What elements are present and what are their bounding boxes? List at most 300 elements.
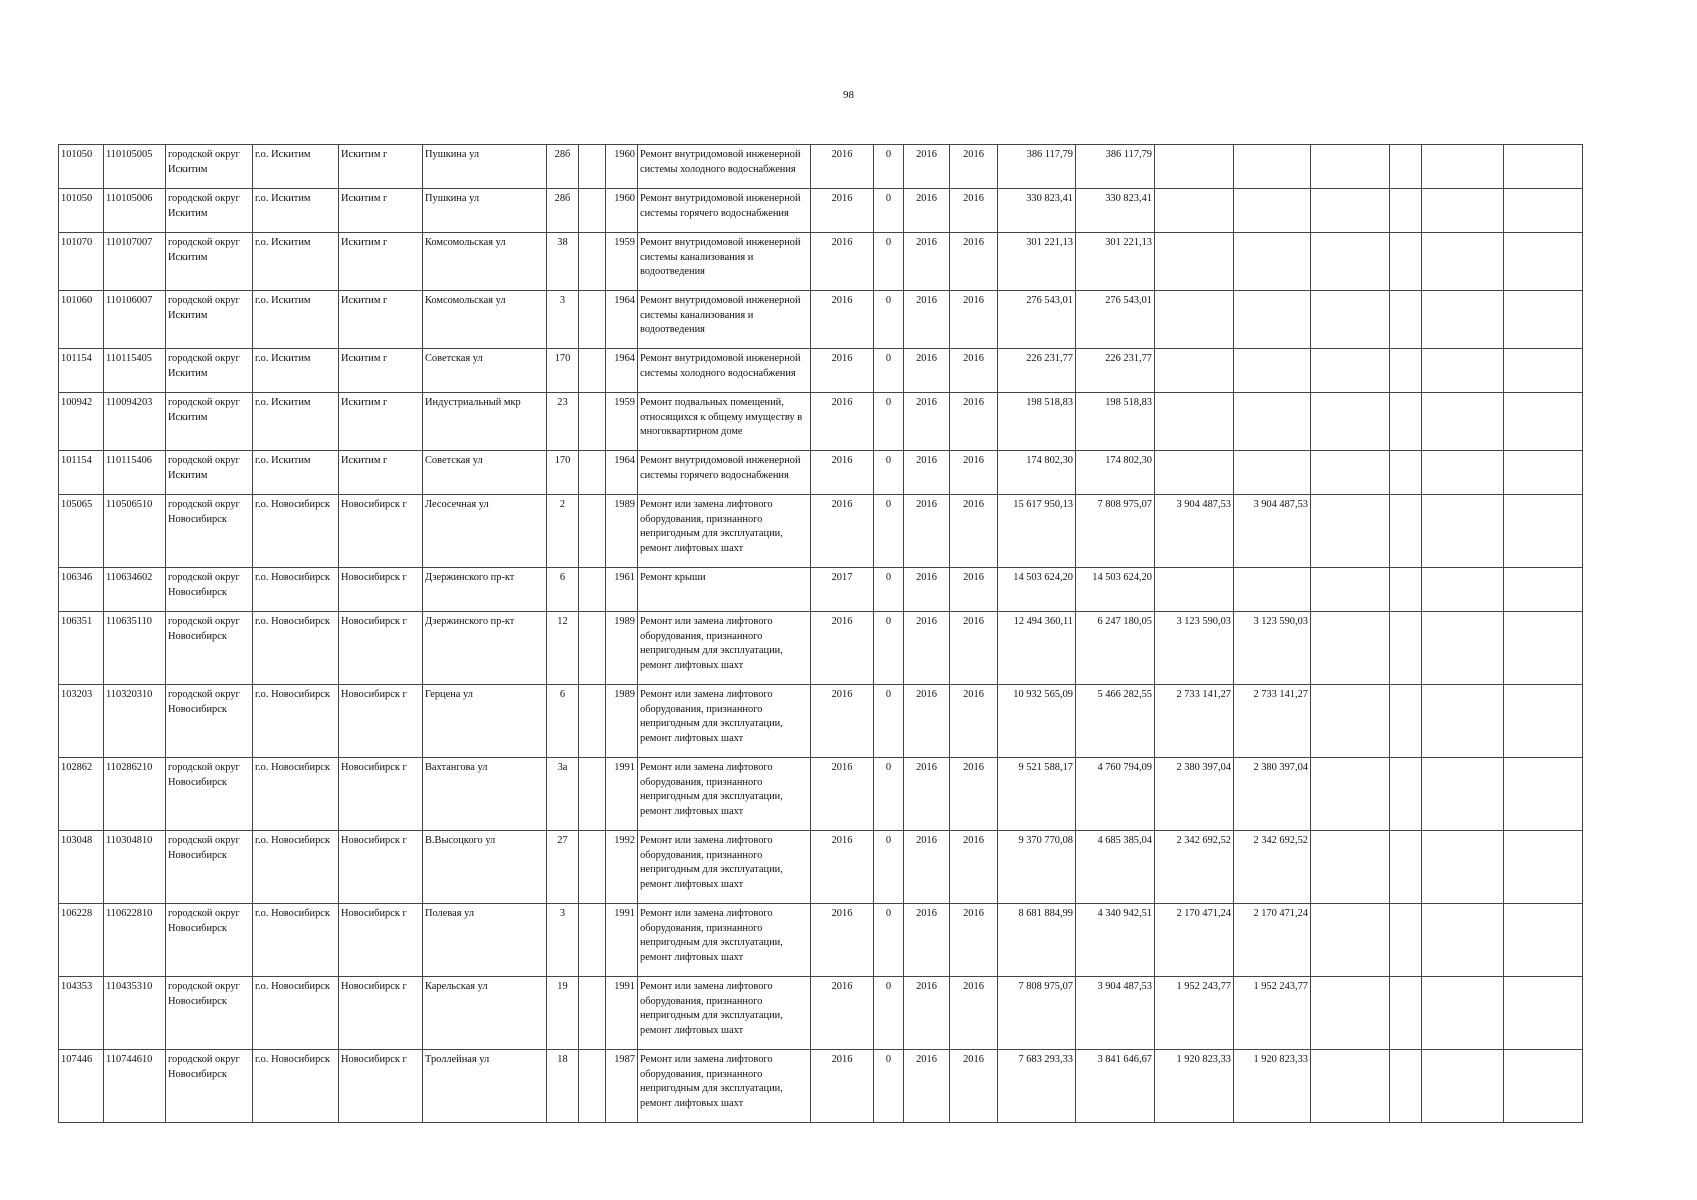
cost-share-1-cell: 4 760 794,09: [1076, 758, 1155, 831]
extra-col-2-cell: [1390, 291, 1422, 349]
corpus-cell: [579, 758, 606, 831]
plan-year-cell: 2016: [811, 758, 874, 831]
cost-share-2-cell: 1 920 823,33: [1155, 1050, 1234, 1123]
cost-share-3-cell: [1234, 233, 1311, 291]
year-built-cell: 1960: [606, 145, 638, 189]
municipality-cell: городской округ Искитим: [166, 349, 253, 393]
house-id-cell: 101154: [59, 451, 104, 495]
extra-col-3-cell: [1422, 233, 1504, 291]
cost-share-3-cell: [1234, 451, 1311, 495]
start-year-cell: 2016: [904, 349, 950, 393]
work-id-cell: 110106007: [104, 291, 166, 349]
house-number-cell: 3а: [547, 758, 579, 831]
house-number-cell: 170: [547, 349, 579, 393]
street-cell: Комсомольская ул: [423, 291, 547, 349]
extra-col-3-cell: [1422, 685, 1504, 758]
cost-share-3-cell: 3 123 590,03: [1234, 612, 1311, 685]
work-type-cell: Ремонт внутридомовой инженерной системы горячего водоснабжения: [638, 451, 811, 495]
street-cell: Карельская ул: [423, 977, 547, 1050]
corpus-cell: [579, 189, 606, 233]
street-cell: Комсомольская ул: [423, 233, 547, 291]
extra-col-4-cell: [1504, 291, 1583, 349]
plan-year-cell: 2016: [811, 495, 874, 568]
extra-col-2-cell: [1390, 145, 1422, 189]
house-id-cell: 101050: [59, 145, 104, 189]
municipal-formation-cell: г.о. Новосибирск: [253, 831, 339, 904]
plan-year-cell: 2016: [811, 977, 874, 1050]
flag-cell: 0: [874, 349, 904, 393]
municipal-formation-cell: г.о. Искитим: [253, 349, 339, 393]
extra-col-4-cell: [1504, 393, 1583, 451]
cost-share-1-cell: 386 117,79: [1076, 145, 1155, 189]
extra-col-4-cell: [1504, 189, 1583, 233]
municipality-cell: городской округ Новосибирск: [166, 977, 253, 1050]
plan-year-cell: 2016: [811, 904, 874, 977]
work-id-cell: 110635110: [104, 612, 166, 685]
extra-col-4-cell: [1504, 685, 1583, 758]
end-year-cell: 2016: [950, 904, 998, 977]
table-row: [59, 233, 1583, 291]
extra-col-3-cell: [1422, 831, 1504, 904]
plan-year-cell: 2016: [811, 393, 874, 451]
house-number-cell: 28б: [547, 189, 579, 233]
cost-share-1-cell: 6 247 180,05: [1076, 612, 1155, 685]
extra-col-1-cell: [1311, 451, 1390, 495]
flag-cell: 0: [874, 758, 904, 831]
house-id-cell: 101060: [59, 291, 104, 349]
street-cell: Полевая ул: [423, 904, 547, 977]
total-cost-cell: 12 494 360,11: [998, 612, 1076, 685]
start-year-cell: 2016: [904, 393, 950, 451]
municipal-formation-cell: г.о. Новосибирск: [253, 1050, 339, 1123]
plan-year-cell: 2016: [811, 831, 874, 904]
extra-col-1-cell: [1311, 568, 1390, 612]
flag-cell: 0: [874, 291, 904, 349]
start-year-cell: 2016: [904, 451, 950, 495]
cost-share-2-cell: [1155, 451, 1234, 495]
cost-share-3-cell: 2 170 471,24: [1234, 904, 1311, 977]
street-cell: Пушкина ул: [423, 189, 547, 233]
corpus-cell: [579, 349, 606, 393]
house-number-cell: 28б: [547, 145, 579, 189]
year-built-cell: 1964: [606, 451, 638, 495]
total-cost-cell: 174 802,30: [998, 451, 1076, 495]
extra-col-1-cell: [1311, 393, 1390, 451]
start-year-cell: 2016: [904, 495, 950, 568]
house-id-cell: 101050: [59, 189, 104, 233]
work-type-cell: Ремонт или замена лифтового оборудования, признанного непригодным для эксплуатации, ремонт лифтовых шахт: [638, 831, 811, 904]
work-id-cell: 110622810: [104, 904, 166, 977]
settlement-cell: Искитим г: [339, 393, 423, 451]
municipal-formation-cell: г.о. Новосибирск: [253, 612, 339, 685]
flag-cell: 0: [874, 451, 904, 495]
end-year-cell: 2016: [950, 291, 998, 349]
work-type-cell: Ремонт крыши: [638, 568, 811, 612]
municipal-formation-cell: г.о. Новосибирск: [253, 977, 339, 1050]
cost-share-2-cell: 3 904 487,53: [1155, 495, 1234, 568]
extra-col-3-cell: [1422, 495, 1504, 568]
year-built-cell: 1992: [606, 831, 638, 904]
extra-col-4-cell: [1504, 977, 1583, 1050]
cost-share-3-cell: [1234, 568, 1311, 612]
corpus-cell: [579, 145, 606, 189]
start-year-cell: 2016: [904, 233, 950, 291]
start-year-cell: 2016: [904, 1050, 950, 1123]
extra-col-1-cell: [1311, 145, 1390, 189]
page-number: 98: [843, 89, 854, 101]
house-id-cell: 102862: [59, 758, 104, 831]
plan-year-cell: 2016: [811, 612, 874, 685]
house-id-cell: 103048: [59, 831, 104, 904]
work-type-cell: Ремонт или замена лифтового оборудования, признанного непригодным для эксплуатации, ремонт лифтовых шахт: [638, 1050, 811, 1123]
cost-share-2-cell: 1 952 243,77: [1155, 977, 1234, 1050]
total-cost-cell: 9 370 770,08: [998, 831, 1076, 904]
house-number-cell: 19: [547, 977, 579, 1050]
street-cell: Пушкина ул: [423, 145, 547, 189]
year-built-cell: 1989: [606, 612, 638, 685]
year-built-cell: 1961: [606, 568, 638, 612]
flag-cell: 0: [874, 977, 904, 1050]
flag-cell: 0: [874, 685, 904, 758]
cost-share-1-cell: 330 823,41: [1076, 189, 1155, 233]
extra-col-1-cell: [1311, 831, 1390, 904]
corpus-cell: [579, 233, 606, 291]
work-type-cell: Ремонт внутридомовой инженерной системы холодного водоснабжения: [638, 145, 811, 189]
start-year-cell: 2016: [904, 977, 950, 1050]
end-year-cell: 2016: [950, 1050, 998, 1123]
cost-share-2-cell: [1155, 349, 1234, 393]
cost-share-1-cell: 226 231,77: [1076, 349, 1155, 393]
start-year-cell: 2016: [904, 831, 950, 904]
corpus-cell: [579, 831, 606, 904]
extra-col-2-cell: [1390, 451, 1422, 495]
extra-col-2-cell: [1390, 612, 1422, 685]
cost-share-1-cell: 276 543,01: [1076, 291, 1155, 349]
work-type-cell: Ремонт внутридомовой инженерной системы холодного водоснабжения: [638, 349, 811, 393]
house-number-cell: 2: [547, 495, 579, 568]
municipal-formation-cell: г.о. Новосибирск: [253, 568, 339, 612]
house-number-cell: 23: [547, 393, 579, 451]
house-id-cell: 100942: [59, 393, 104, 451]
total-cost-cell: 14 503 624,20: [998, 568, 1076, 612]
cost-share-1-cell: 14 503 624,20: [1076, 568, 1155, 612]
extra-col-2-cell: [1390, 568, 1422, 612]
extra-col-4-cell: [1504, 145, 1583, 189]
extra-col-3-cell: [1422, 758, 1504, 831]
work-id-cell: 110105005: [104, 145, 166, 189]
end-year-cell: 2016: [950, 758, 998, 831]
extra-col-1-cell: [1311, 977, 1390, 1050]
end-year-cell: 2016: [950, 145, 998, 189]
settlement-cell: Новосибирск г: [339, 568, 423, 612]
municipality-cell: городской округ Новосибирск: [166, 685, 253, 758]
street-cell: Троллейная ул: [423, 1050, 547, 1123]
settlement-cell: Искитим г: [339, 349, 423, 393]
house-number-cell: 3: [547, 291, 579, 349]
end-year-cell: 2016: [950, 451, 998, 495]
start-year-cell: 2016: [904, 685, 950, 758]
settlement-cell: Искитим г: [339, 189, 423, 233]
total-cost-cell: 7 683 293,33: [998, 1050, 1076, 1123]
end-year-cell: 2016: [950, 831, 998, 904]
municipal-formation-cell: г.о. Новосибирск: [253, 904, 339, 977]
corpus-cell: [579, 393, 606, 451]
year-built-cell: 1991: [606, 904, 638, 977]
corpus-cell: [579, 977, 606, 1050]
extra-col-3-cell: [1422, 977, 1504, 1050]
extra-col-3-cell: [1422, 393, 1504, 451]
municipal-formation-cell: г.о. Новосибирск: [253, 495, 339, 568]
plan-year-cell: 2016: [811, 233, 874, 291]
flag-cell: 0: [874, 189, 904, 233]
start-year-cell: 2016: [904, 612, 950, 685]
cost-share-2-cell: [1155, 568, 1234, 612]
corpus-cell: [579, 451, 606, 495]
extra-col-3-cell: [1422, 145, 1504, 189]
corpus-cell: [579, 568, 606, 612]
street-cell: Дзержинского пр-кт: [423, 612, 547, 685]
flag-cell: 0: [874, 1050, 904, 1123]
cost-share-3-cell: 2 342 692,52: [1234, 831, 1311, 904]
street-cell: Индустриальный мкр: [423, 393, 547, 451]
work-id-cell: 110744610: [104, 1050, 166, 1123]
end-year-cell: 2016: [950, 685, 998, 758]
street-cell: Герцена ул: [423, 685, 547, 758]
extra-col-1-cell: [1311, 758, 1390, 831]
extra-col-3-cell: [1422, 189, 1504, 233]
year-built-cell: 1964: [606, 291, 638, 349]
end-year-cell: 2016: [950, 393, 998, 451]
municipality-cell: городской округ Искитим: [166, 393, 253, 451]
flag-cell: 0: [874, 393, 904, 451]
municipal-formation-cell: г.о. Искитим: [253, 393, 339, 451]
plan-year-cell: 2016: [811, 349, 874, 393]
extra-col-2-cell: [1390, 233, 1422, 291]
cost-share-2-cell: 2 380 397,04: [1155, 758, 1234, 831]
extra-col-3-cell: [1422, 349, 1504, 393]
municipal-formation-cell: г.о. Искитим: [253, 291, 339, 349]
cost-share-2-cell: 2 170 471,24: [1155, 904, 1234, 977]
settlement-cell: Новосибирск г: [339, 612, 423, 685]
plan-year-cell: 2016: [811, 145, 874, 189]
flag-cell: 0: [874, 145, 904, 189]
cost-share-2-cell: 2 733 141,27: [1155, 685, 1234, 758]
repair-program-table: [58, 144, 1583, 1123]
work-type-cell: Ремонт или замена лифтового оборудования, признанного непригодным для эксплуатации, ремонт лифтовых шахт: [638, 977, 811, 1050]
cost-share-2-cell: 2 342 692,52: [1155, 831, 1234, 904]
extra-col-2-cell: [1390, 904, 1422, 977]
street-cell: Советская ул: [423, 451, 547, 495]
extra-col-3-cell: [1422, 1050, 1504, 1123]
work-type-cell: Ремонт внутридомовой инженерной системы горячего водоснабжения: [638, 189, 811, 233]
end-year-cell: 2016: [950, 568, 998, 612]
corpus-cell: [579, 291, 606, 349]
house-id-cell: 105065: [59, 495, 104, 568]
cost-share-3-cell: 1 952 243,77: [1234, 977, 1311, 1050]
work-type-cell: Ремонт или замена лифтового оборудования, признанного непригодным для эксплуатации, ремонт лифтовых шахт: [638, 495, 811, 568]
municipality-cell: городской округ Искитим: [166, 233, 253, 291]
work-id-cell: 110107007: [104, 233, 166, 291]
table-row: [59, 831, 1583, 904]
start-year-cell: 2016: [904, 904, 950, 977]
flag-cell: 0: [874, 612, 904, 685]
municipality-cell: городской округ Искитим: [166, 189, 253, 233]
house-number-cell: 170: [547, 451, 579, 495]
corpus-cell: [579, 904, 606, 977]
table-row: [59, 349, 1583, 393]
table-row: [59, 495, 1583, 568]
table-row: [59, 758, 1583, 831]
house-number-cell: 12: [547, 612, 579, 685]
year-built-cell: 1960: [606, 189, 638, 233]
year-built-cell: 1987: [606, 1050, 638, 1123]
start-year-cell: 2016: [904, 145, 950, 189]
extra-col-3-cell: [1422, 612, 1504, 685]
cost-share-2-cell: [1155, 145, 1234, 189]
extra-col-1-cell: [1311, 904, 1390, 977]
extra-col-1-cell: [1311, 233, 1390, 291]
total-cost-cell: 301 221,13: [998, 233, 1076, 291]
cost-share-1-cell: 5 466 282,55: [1076, 685, 1155, 758]
cost-share-1-cell: 3 841 646,67: [1076, 1050, 1155, 1123]
settlement-cell: Новосибирск г: [339, 831, 423, 904]
extra-col-4-cell: [1504, 495, 1583, 568]
house-number-cell: 6: [547, 685, 579, 758]
house-id-cell: 101070: [59, 233, 104, 291]
year-built-cell: 1989: [606, 495, 638, 568]
plan-year-cell: 2017: [811, 568, 874, 612]
extra-col-2-cell: [1390, 685, 1422, 758]
house-id-cell: 107446: [59, 1050, 104, 1123]
house-id-cell: 104353: [59, 977, 104, 1050]
flag-cell: 0: [874, 831, 904, 904]
work-id-cell: 110094203: [104, 393, 166, 451]
plan-year-cell: 2016: [811, 1050, 874, 1123]
extra-col-2-cell: [1390, 1050, 1422, 1123]
settlement-cell: Новосибирск г: [339, 758, 423, 831]
total-cost-cell: 330 823,41: [998, 189, 1076, 233]
settlement-cell: Новосибирск г: [339, 1050, 423, 1123]
extra-col-2-cell: [1390, 977, 1422, 1050]
municipality-cell: городской округ Новосибирск: [166, 831, 253, 904]
plan-year-cell: 2016: [811, 451, 874, 495]
work-id-cell: 110435310: [104, 977, 166, 1050]
municipality-cell: городской округ Новосибирск: [166, 612, 253, 685]
corpus-cell: [579, 612, 606, 685]
extra-col-1-cell: [1311, 495, 1390, 568]
house-id-cell: 106228: [59, 904, 104, 977]
corpus-cell: [579, 685, 606, 758]
end-year-cell: 2016: [950, 612, 998, 685]
year-built-cell: 1989: [606, 685, 638, 758]
end-year-cell: 2016: [950, 349, 998, 393]
extra-col-3-cell: [1422, 291, 1504, 349]
cost-share-2-cell: [1155, 291, 1234, 349]
cost-share-2-cell: [1155, 189, 1234, 233]
cost-share-3-cell: 2 733 141,27: [1234, 685, 1311, 758]
extra-col-1-cell: [1311, 612, 1390, 685]
start-year-cell: 2016: [904, 568, 950, 612]
flag-cell: 0: [874, 904, 904, 977]
total-cost-cell: 198 518,83: [998, 393, 1076, 451]
house-id-cell: 103203: [59, 685, 104, 758]
cost-share-1-cell: 174 802,30: [1076, 451, 1155, 495]
municipality-cell: городской округ Новосибирск: [166, 568, 253, 612]
cost-share-3-cell: [1234, 189, 1311, 233]
extra-col-2-cell: [1390, 758, 1422, 831]
work-type-cell: Ремонт или замена лифтового оборудования, признанного непригодным для эксплуатации, ремонт лифтовых шахт: [638, 904, 811, 977]
house-number-cell: 38: [547, 233, 579, 291]
work-id-cell: 110105006: [104, 189, 166, 233]
year-built-cell: 1991: [606, 758, 638, 831]
settlement-cell: Искитим г: [339, 145, 423, 189]
year-built-cell: 1991: [606, 977, 638, 1050]
house-id-cell: 106351: [59, 612, 104, 685]
settlement-cell: Искитим г: [339, 451, 423, 495]
work-type-cell: Ремонт или замена лифтового оборудования, признанного непригодным для эксплуатации, ремонт лифтовых шахт: [638, 758, 811, 831]
extra-col-4-cell: [1504, 831, 1583, 904]
table-row: [59, 189, 1583, 233]
extra-col-2-cell: [1390, 349, 1422, 393]
year-built-cell: 1959: [606, 393, 638, 451]
table-row: [59, 568, 1583, 612]
cost-share-1-cell: 4 685 385,04: [1076, 831, 1155, 904]
cost-share-3-cell: 2 380 397,04: [1234, 758, 1311, 831]
total-cost-cell: 8 681 884,99: [998, 904, 1076, 977]
extra-col-4-cell: [1504, 904, 1583, 977]
table-row: [59, 451, 1583, 495]
house-id-cell: 106346: [59, 568, 104, 612]
extra-col-2-cell: [1390, 495, 1422, 568]
municipal-formation-cell: г.о. Искитим: [253, 145, 339, 189]
street-cell: Вахтангова ул: [423, 758, 547, 831]
cost-share-3-cell: [1234, 291, 1311, 349]
total-cost-cell: 10 932 565,09: [998, 685, 1076, 758]
municipal-formation-cell: г.о. Новосибирск: [253, 685, 339, 758]
extra-col-3-cell: [1422, 451, 1504, 495]
municipal-formation-cell: г.о. Искитим: [253, 451, 339, 495]
cost-share-2-cell: [1155, 393, 1234, 451]
flag-cell: 0: [874, 233, 904, 291]
settlement-cell: Новосибирск г: [339, 685, 423, 758]
municipality-cell: городской округ Новосибирск: [166, 495, 253, 568]
work-id-cell: 110634602: [104, 568, 166, 612]
cost-share-2-cell: 3 123 590,03: [1155, 612, 1234, 685]
extra-col-2-cell: [1390, 831, 1422, 904]
corpus-cell: [579, 1050, 606, 1123]
total-cost-cell: 226 231,77: [998, 349, 1076, 393]
municipal-formation-cell: г.о. Искитим: [253, 189, 339, 233]
work-type-cell: Ремонт или замена лифтового оборудования, признанного непригодным для эксплуатации, ремонт лифтовых шахт: [638, 612, 811, 685]
extra-col-2-cell: [1390, 393, 1422, 451]
work-type-cell: Ремонт внутридомовой инженерной системы канализования и водоотведения: [638, 291, 811, 349]
settlement-cell: Новосибирск г: [339, 904, 423, 977]
extra-col-4-cell: [1504, 612, 1583, 685]
extra-col-4-cell: [1504, 1050, 1583, 1123]
end-year-cell: 2016: [950, 495, 998, 568]
municipality-cell: городской округ Искитим: [166, 291, 253, 349]
work-type-cell: Ремонт внутридомовой инженерной системы канализования и водоотведения: [638, 233, 811, 291]
house-id-cell: 101154: [59, 349, 104, 393]
cost-share-3-cell: 1 920 823,33: [1234, 1050, 1311, 1123]
end-year-cell: 2016: [950, 977, 998, 1050]
total-cost-cell: 7 808 975,07: [998, 977, 1076, 1050]
table-row: [59, 291, 1583, 349]
year-built-cell: 1959: [606, 233, 638, 291]
table-row: [59, 612, 1583, 685]
work-type-cell: Ремонт или замена лифтового оборудования, признанного непригодным для эксплуатации, ремонт лифтовых шахт: [638, 685, 811, 758]
flag-cell: 0: [874, 568, 904, 612]
